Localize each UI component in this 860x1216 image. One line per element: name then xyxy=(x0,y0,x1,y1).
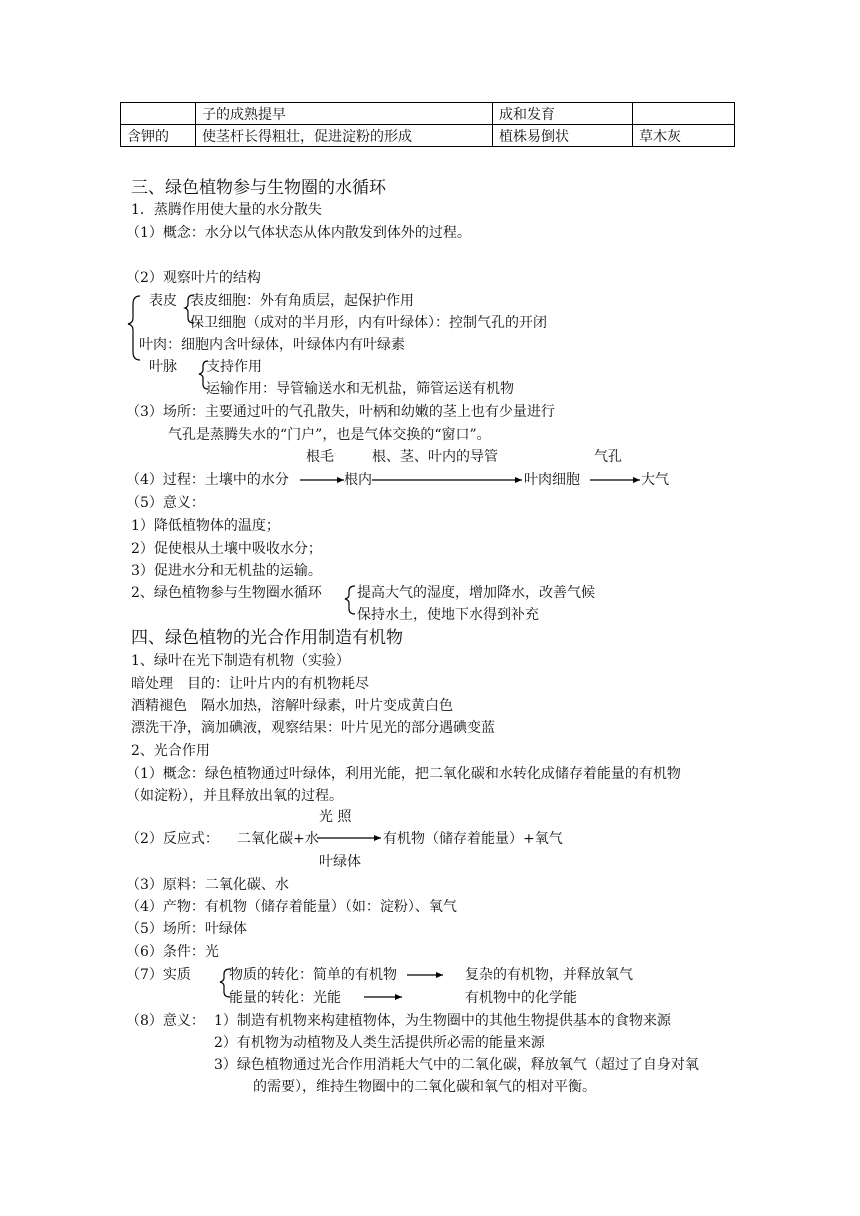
equation-reactants: 二氧化碳+水 xyxy=(237,831,319,847)
paragraph: 气孔是蒸腾失水的“门户”，也是气体交换的“窗口”。 xyxy=(168,427,491,443)
list-item: 2）促使根从土壤中吸收水分； xyxy=(131,541,322,557)
arrow-label: 光 照 xyxy=(319,809,352,825)
subheading: 1．蒸腾作用使大量的水分散失 xyxy=(131,202,322,218)
paragraph: 叶肉：细胞内含叶绿体，叶绿体内有叶绿素 xyxy=(139,337,405,353)
table-cell: 草木灰 xyxy=(633,125,735,147)
table-cell: 含钾的 xyxy=(121,125,196,147)
paragraph: （5）意义： xyxy=(126,495,205,511)
table-cell: 植株易倒状 xyxy=(493,125,633,147)
arrow-label: 根、茎、叶内的导管 xyxy=(372,449,498,465)
section-heading: 三、绿色植物参与生物圈的水循环 xyxy=(131,178,386,198)
paragraph: （2）反应式： xyxy=(126,831,219,847)
paragraph: （7）实质 xyxy=(126,967,191,983)
list-item: 的需要），维持生物圈中的二氧化碳和氧气的相对平衡。 xyxy=(253,1079,596,1095)
paragraph: 物质的转化：简单的有机物 xyxy=(229,967,397,983)
table-cell xyxy=(121,103,196,125)
paragraph: 漂洗干净，滴加碘液，观察结果：叶片见光的部分遇碘变蓝 xyxy=(131,720,495,736)
paragraph: 支持作用 xyxy=(206,359,262,375)
arrow-label: 根毛 xyxy=(306,449,334,465)
section-heading: 四、绿色植物的光合作用制造有机物 xyxy=(131,628,403,648)
arrow-label: 气孔 xyxy=(594,449,622,465)
label-epidermis: 表皮 xyxy=(149,293,177,309)
paragraph: 复杂的有机物，并释放氧气 xyxy=(465,967,633,983)
paragraph: （3）场所：主要通过叶的气孔散失，叶柄和幼嫩的茎上也有少量进行 xyxy=(126,404,555,420)
table-row xyxy=(121,125,735,147)
paragraph: 提高大气的湿度，增加降水，改善气候 xyxy=(357,585,595,601)
list-item: 3）促进水分和无机盐的运输。 xyxy=(131,563,322,579)
table-cell: 成和发育 xyxy=(493,103,633,125)
flow-node: 叶肉细胞 xyxy=(524,472,580,488)
table-cell xyxy=(633,103,735,125)
paragraph: 2、绿色植物参与生物圈水循环 xyxy=(131,585,322,601)
paragraph: （2）观察叶片的结构 xyxy=(126,270,261,286)
arrow-label: 叶绿体 xyxy=(319,854,361,870)
paragraph: （3）原料：二氧化碳、水 xyxy=(126,877,289,893)
paragraph: （4）过程：土壤中的水分 xyxy=(126,472,289,488)
flow-node: 大气 xyxy=(641,472,669,488)
paragraph: （如淀粉），并且释放出氧的过程。 xyxy=(126,788,343,804)
paragraph: 有机物中的化学能 xyxy=(465,990,577,1006)
paragraph: （1）概念：绿色植物通过叶绿体，利用光能，把二氧化碳和水转化成储存着能量的有机物 xyxy=(126,766,681,782)
list-item: 2）有机物为动植物及人类生活提供所必需的能量来源 xyxy=(214,1035,545,1051)
list-item: 1）制造有机物来构建植物体，为生物圈中的其他生物提供基本的食物来源 xyxy=(214,1013,671,1029)
subheading: 1、绿叶在光下制造有机物（实验） xyxy=(131,653,350,669)
paragraph: （5）场所：叶绿体 xyxy=(126,921,247,937)
flow-node: 根内 xyxy=(344,472,372,488)
paragraph: 保卫细胞（成对的半月形，内有叶绿体）：控制气孔的开闭 xyxy=(190,315,547,331)
label-vein: 叶脉 xyxy=(149,359,177,375)
subheading: 2、光合作用 xyxy=(131,743,210,759)
list-item: 1）降低植物体的温度； xyxy=(131,518,280,534)
paragraph: 运输作用：导管输送水和无机盐，筛管运送有机物 xyxy=(206,381,514,397)
paragraph: 暗处理 目的：让叶片内的有机物耗尽 xyxy=(131,676,369,692)
brace-water-cycle xyxy=(345,586,355,614)
paragraph: （4）产物：有机物（储存着能量）（如：淀粉）、氧气 xyxy=(126,899,457,915)
table-cell: 子的成熟提早 xyxy=(196,103,493,125)
paragraph: 酒精褪色 隔水加热，溶解叶绿素，叶片变成黄白色 xyxy=(131,698,453,714)
paragraph: 表皮细胞：外有角质层，起保护作用 xyxy=(190,293,414,309)
paragraph: 保持水土，使地下水得到补充 xyxy=(357,607,539,623)
table-cell: 使茎杆长得粗壮，促进淀粉的形成 xyxy=(196,125,493,147)
paragraph: （8）意义： xyxy=(126,1013,205,1029)
equation-products: 有机物（储存着能量）+氧气 xyxy=(383,831,563,847)
paragraph: （1）概念：水分以气体状态从体内散发到体外的过程。 xyxy=(126,225,471,241)
paragraph: 能量的转化：光能 xyxy=(229,990,341,1006)
table-row xyxy=(121,103,735,125)
paragraph: （6）条件：光 xyxy=(126,944,219,960)
fertilizer-table xyxy=(120,102,735,147)
list-item: 3）绿色植物通过光合作用消耗大气中的二氧化碳，释放氧气（超过了自身对氧 xyxy=(214,1057,699,1073)
